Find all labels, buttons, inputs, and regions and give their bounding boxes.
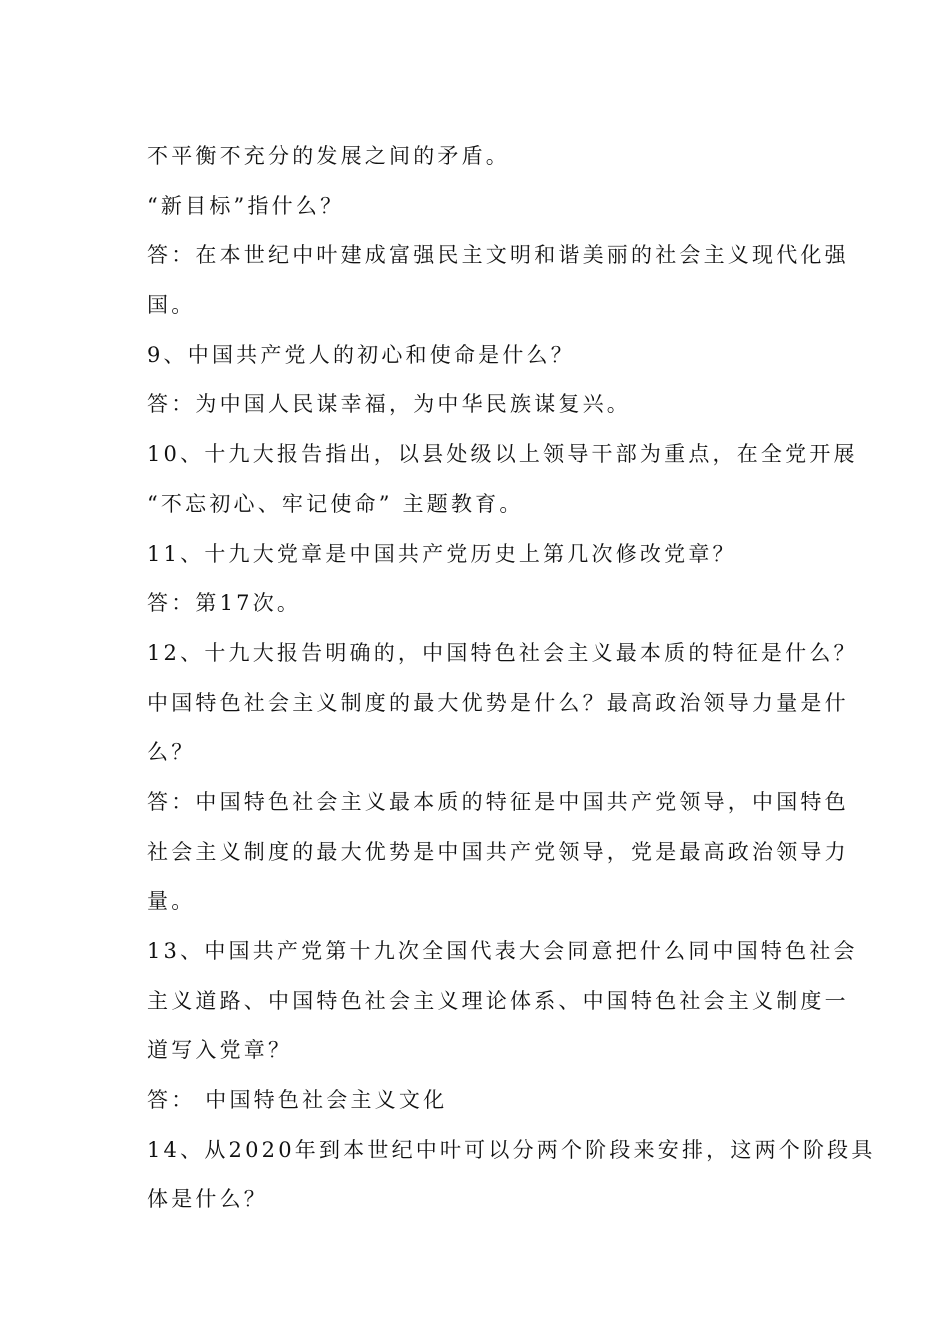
question-line: 么？ <box>147 740 196 765</box>
question-line: “不忘初心、牢记使命” 主题教育。 <box>147 491 524 516</box>
question-line: 9、中国共产党人的初心和使命是什么？ <box>147 342 575 367</box>
question-line: 14、从2020年到本世纪中叶可以分两个阶段来安排，这两个阶段具 <box>147 1137 876 1162</box>
text-line: 不平衡不充分的发展之间的矛盾。 <box>147 144 510 168</box>
document-body <box>147 132 876 1225</box>
question-line: 13、中国共产党第十九次全国代表大会同意把什么同中国特色社会 <box>147 939 858 963</box>
answer-line: 答：在本世纪中叶建成富强民主文明和谐美丽的社会主义现代化强 <box>147 243 849 268</box>
answer-line: 答：第17次。 <box>147 591 302 616</box>
answer-line: 社会主义制度的最大优势是中国共产党领导，党是最高政治领导力 <box>147 839 849 864</box>
answer-line: 答：中国特色社会主义最本质的特征是中国共产党领导，中国特色 <box>147 789 849 814</box>
question-line: “新目标”指什么？ <box>147 193 345 218</box>
question-line: 11、十九大党章是中国共产党历史上第几次修改党章？ <box>147 541 737 566</box>
question-line: 中国特色社会主义制度的最大优势是什么？最高政治领导力量是什 <box>147 690 849 715</box>
question-line: 10、十九大报告指出，以县处级以上领导干部为重点，在全党开展 <box>147 442 858 467</box>
question-line: 道写入党章？ <box>147 1038 293 1063</box>
answer-line: 国。 <box>147 293 196 318</box>
question-line: 12、十九大报告明确的，中国特色社会主义最本质的特征是什么？ <box>147 640 858 665</box>
answer-line: 答：为中国人民谋幸福，为中华民族谋复兴。 <box>147 392 631 417</box>
answer-line: 答： 中国特色社会主义文化 <box>147 1088 448 1113</box>
answer-line: 量。 <box>147 889 196 914</box>
question-line: 体是什么？ <box>147 1187 268 1212</box>
question-line: 主义道路、中国特色社会主义理论体系、中国特色社会主义制度一 <box>147 988 849 1013</box>
